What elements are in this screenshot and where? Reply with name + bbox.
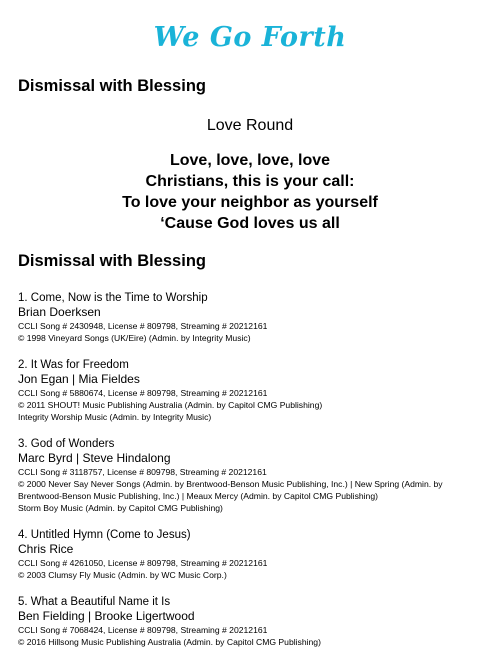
credit-copyright: © 2011 SHOUT! Music Publishing Australia (Admin. by Capitol CMG Publishing) [18, 400, 323, 410]
credit-license: CCLI Song # 3118757, License # 809798, Streaming # 20212161 [18, 467, 267, 477]
credit-license: CCLI Song # 5880674, License # 809798, Streaming # 20212161 [18, 388, 268, 398]
lyric-line: Christians, this is your call: [145, 173, 355, 190]
credit-authors: Brian Doerksen [18, 305, 101, 319]
credit-authors: Ben Fielding | Brooke Ligertwood [18, 609, 195, 623]
credit-copyright: Integrity Worship Music (Admin. by Integrity Music) [18, 412, 212, 422]
lyrics-block [0, 150, 500, 234]
credit-song-title: 1. Come, Now is the Time to Worship [18, 292, 208, 304]
credit-license: CCLI Song # 2430948, License # 809798, Streaming # 20212161 [18, 321, 268, 331]
lyric-line: ‘Cause God loves us all [160, 215, 340, 232]
credits-list [18, 291, 488, 662]
credit-entry [18, 595, 488, 648]
credit-entry [18, 528, 488, 581]
credit-authors: Marc Byrd | Steve Hindalong [18, 451, 171, 465]
credit-song-title: 2. It Was for Freedom [18, 359, 129, 371]
credit-authors: Jon Egan | Mia Fieldes [18, 372, 140, 386]
credit-song-title: 4. Untitled Hymn (Come to Jesus) [18, 529, 191, 541]
credit-copyright: © 2000 Never Say Never Songs (Admin. by Brentwood-Benson Music Publishing, Inc.) | New Spring (Admin. by Brentwood-Benson Music Publishing, Inc.) | Meaux Mercy (Admin. by Capitol CMG Publishing) [18, 479, 443, 501]
lyric-line: Love, love, love, love [169, 152, 331, 169]
section-heading-dismissal: Dismissal with Blessing [18, 77, 206, 95]
section-heading-credits: Dismissal with Blessing [18, 252, 206, 270]
credit-copyright: © 2016 Hillsong Music Publishing Australia (Admin. by Capitol CMG Publishing) [18, 637, 321, 647]
credit-entry [18, 358, 488, 423]
credit-license: CCLI Song # 4261050, License # 809798, Streaming # 20212161 [18, 558, 268, 568]
credit-entry [18, 437, 488, 514]
credit-song-title: 3. God of Wonders [18, 438, 115, 450]
credit-copyright: Storm Boy Music (Admin. by Capitol CMG Publishing) [18, 503, 223, 513]
credit-entry [18, 291, 488, 344]
credit-copyright: © 2003 Clumsy Fly Music (Admin. by WC Music Corp.) [18, 570, 227, 580]
song-title: Love Round [206, 117, 294, 134]
credit-song-title: 5. What a Beautiful Name it Is [18, 596, 171, 608]
credit-license: CCLI Song # 7068424, License # 809798, Streaming # 20212161 [18, 625, 268, 635]
credit-authors: Chris Rice [18, 542, 74, 556]
credit-copyright: © 1998 Vineyard Songs (UK/Eire) (Admin. by Integrity Music) [18, 333, 251, 343]
lyric-line: To love your neighbor as yourself [122, 194, 378, 211]
page-title: We Go Forth [153, 22, 347, 53]
